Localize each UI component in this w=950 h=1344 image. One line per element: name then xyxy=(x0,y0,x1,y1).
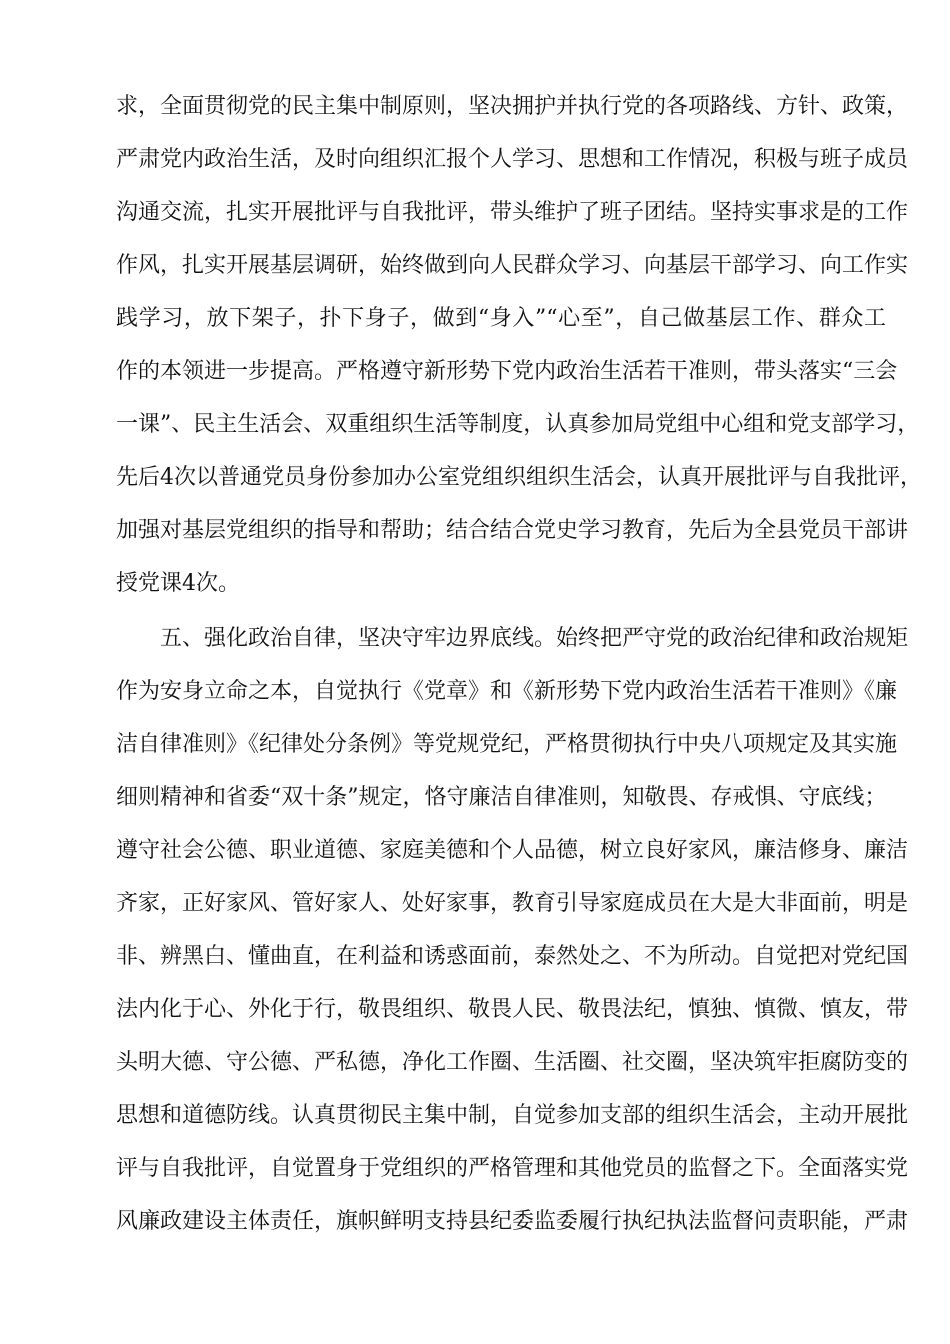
paragraph-line: 思想和道德防线。认真贯彻民主集中制，自觉参加支部的组织生活会，主动开展批 xyxy=(116,1103,909,1128)
paragraph-line: 非、辨黑白、懂曲直，在利益和诱惑面前，泰然处之、不为所动。自觉把对党纪国 xyxy=(116,944,909,969)
paragraph-line: 践学习，放下架子，扑下身子，做到“身入”“心至”，自己做基层工作、群众工 xyxy=(116,306,886,331)
paragraph-line: 头明大德、守公德、严私德，净化工作圈、生活圈、社交圈，坚决筑牢拒腐防变的 xyxy=(116,1050,909,1075)
paragraph-line: 求，全面贯彻党的民主集中制原则，坚决拥护并执行党的各项路线、方针、政策， xyxy=(116,94,909,119)
paragraph-line: 评与自我批评，自觉置身于党组织的严格管理和其他党员的监督之下。全面落实党 xyxy=(116,1156,909,1181)
paragraph-line: 法内化于心、外化于行，敬畏组织、敬畏人民、敬畏法纪，慎独、慎微、慎友，带 xyxy=(116,997,909,1022)
paragraph-line: 作为安身立命之本，自觉执行《党章》和《新形势下党内政治生活若干准则》《廉 xyxy=(116,679,898,704)
paragraph-line: 作的本领进一步提高。严格遵守新形势下党内政治生活若干准则，带头落实“三会 xyxy=(116,359,898,384)
paragraph-line: 沟通交流，扎实开展批评与自我批评，带头维护了班子团结。坚持实事求是的工作 xyxy=(116,200,909,225)
paragraph-line: 齐家，正好家风、管好家人、处好家事，教育引导家庭成员在大是大非面前，明是 xyxy=(116,891,909,916)
paragraph-line: 严肃党内政治生活，及时向组织汇报个人学习、思想和工作情况，积极与班子成员 xyxy=(116,147,909,172)
paragraph-line: 先后4次以普通党员身份参加办公室党组织组织生活会，认真开展批评与自我批评， xyxy=(116,465,922,490)
paragraph-line: 洁自律准则》《纪律处分条例》等党规党纪，严格贯彻执行中央八项规定及其实施 xyxy=(116,732,898,757)
paragraph-line: 细则精神和省委“双十条”规定，恪守廉洁自律准则，知敬畏、存戒惧、守底线； xyxy=(116,785,887,810)
paragraph-line: 授党课4次。 xyxy=(116,571,240,596)
section-heading-line: 五、强化政治自律，坚决守牢边界底线。始终把严守党的政治纪律和政治规矩 xyxy=(160,626,909,651)
paragraph-line: 风廉政建设主体责任，旗帜鲜明支持县纪委监委履行执纪执法监督问责职能，严肃 xyxy=(116,1209,909,1234)
paragraph-line: 作风，扎实开展基层调研，始终做到向人民群众学习、向基层干部学习、向工作实 xyxy=(116,253,909,278)
paragraph-line: 遵守社会公德、职业道德、家庭美德和个人品德，树立良好家风，廉洁修身、廉洁 xyxy=(116,838,909,863)
paragraph-line: 一课”、民主生活会、双重组织生活等制度，认真参加局党组中心组和党支部学习， xyxy=(116,412,920,437)
paragraph-line: 加强对基层党组织的指导和帮助；结合结合党史学习教育，先后为全县党员干部讲 xyxy=(116,518,909,543)
